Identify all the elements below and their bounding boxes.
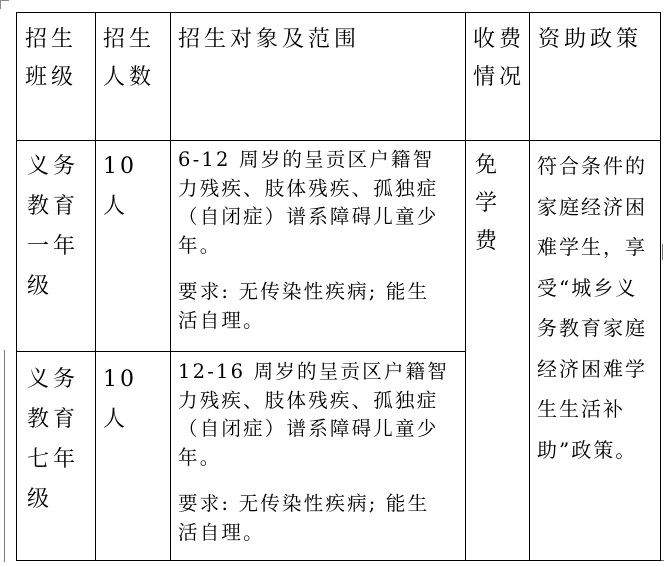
row1-requirement: 要求: 无传染性疾病; 能生活自理。 — [178, 280, 430, 332]
column-divider-2 — [170, 12, 171, 561]
header-class: 招生 班级 — [25, 27, 78, 90]
margin-line-left — [4, 350, 5, 562]
policy-cell: 符合条件的家庭经济困难学生，享受“城乡义务教育家庭经济困难学生生活补助”政策。 — [537, 154, 647, 462]
table-border-left — [16, 12, 17, 561]
grade-row-divider — [16, 351, 466, 352]
table-border-bottom — [16, 560, 661, 561]
row1-count: 10 人 — [103, 154, 137, 219]
header-row-divider — [16, 140, 661, 141]
header-fee: 收费 情况 — [473, 27, 526, 90]
crop-mark-top-left — [0, 0, 9, 9]
column-divider-1 — [95, 12, 96, 561]
fee-cell: 免 学 费 — [475, 153, 500, 254]
table-border-top — [16, 12, 661, 13]
header-count: 招生 人数 — [103, 27, 156, 90]
header-scope: 招生对象及范围 — [178, 27, 361, 52]
crop-mark-right — [662, 244, 663, 260]
row2-requirement: 要求: 无传染性疾病; 能生活自理。 — [178, 492, 430, 544]
table-border-right — [660, 12, 661, 561]
row2-scope: 12-16 周岁的呈贡区户籍智力残疾、肢体残疾、孤独症（自闭症）谱系障碍儿童少年。 — [178, 360, 449, 469]
row1-class: 义务 教育 一年 级 — [27, 154, 80, 299]
column-divider-3 — [465, 12, 466, 561]
row2-count: 10 人 — [103, 367, 137, 432]
header-policy: 资助政策 — [538, 27, 643, 52]
row1-scope: 6-12 周岁的呈贡区户籍智力残疾、肢体残疾、孤独症（自闭症）谱系障碍儿童少年。 — [178, 148, 439, 257]
row2-class: 义务 教育 七年 级 — [27, 367, 80, 512]
